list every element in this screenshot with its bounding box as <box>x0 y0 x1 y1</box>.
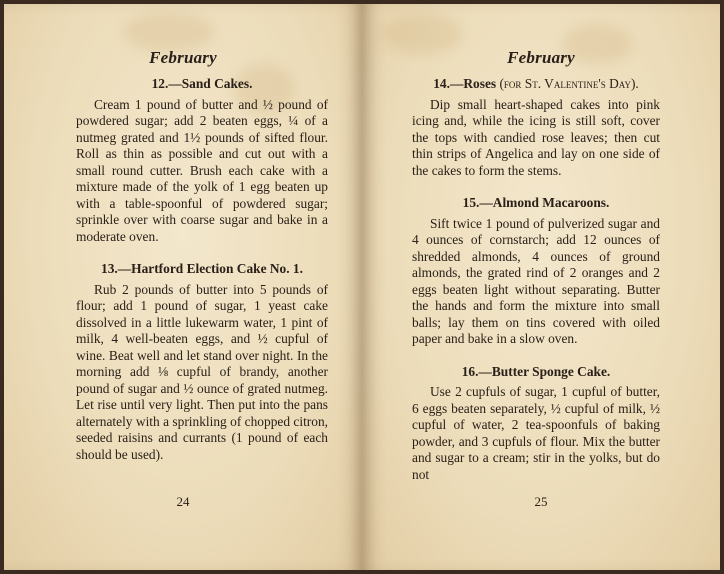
recipe-title: 14.—Roses (for St. Valentine's Day). <box>433 76 639 91</box>
page-content <box>412 76 660 493</box>
recipe-text: Rub 2 pounds of butter into 5 pounds of flour; add 1 pound of sugar, 1 yeast cake dissolved in a little lukewarm water, 1 pint of milk, 4 well-beaten eggs, and ½ cupful of wine. Beat well and let stand over night. In the morning add ⅛ cupful of brandy, another pound of sugar and ½ ounce of grated nutmeg. Let rise until very light. Then put into the pans alternately with a sprinkling of chopped citron, seeded raisins and currants (1 pound of each should be used). <box>76 281 328 462</box>
page-number: 25 <box>534 494 548 509</box>
recipe-title: 16.—Butter Sponge Cake. <box>461 363 611 379</box>
recipe-text: Use 2 cupfuls of sugar, 1 cupful of butter, 6 eggs beaten separately, ½ cupful of milk, ½ cupful of water, 2 tea-spoonfuls of baking powder, and 3 cupfuls of flour. Mix the butter and sugar to a cream; stir in the yolks, but do not <box>412 384 660 482</box>
recipe-text: Sift twice 1 pound of pulverized sugar and 4 ounces of cornstarch; add 12 ounces of shredded almonds, 4 ounces of ground almonds, the grated rind of 2 oranges and 2 eggs beaten light without separating. Butter the hands and form the mixture into small balls; lay them on tins covered with oiled paper and bake in a slow oven. <box>412 215 660 346</box>
recipe-text: Cream 1 pound of butter and ½ pound of powdered sugar; add 2 beaten eggs, ¼ of a nutmeg grated and 1½ pounds of sifted flour. Roll as thin as possible and cut out with a small round cutter. Brush each cake with a mixture made of the yolk of 1 egg beaten up with a table-spoonful of powdered sugar; sprinkle over with coarse sugar and bake in a moderate oven. <box>76 96 328 244</box>
recipe-text: Dip small heart-shaped cakes into pink icing and, while the icing is still soft, cover the tops with candied rose leaves; then cut thin strips of Angelica and lay on one side of the cakes to form the stems. <box>412 96 660 178</box>
recipe <box>412 195 660 348</box>
recipe-title: 12.—Sand Cakes. <box>151 76 253 91</box>
page-content <box>76 76 328 473</box>
page-number: 24 <box>176 494 190 509</box>
right-page <box>362 4 720 570</box>
recipe <box>412 364 660 484</box>
page-header: February <box>149 48 217 67</box>
recipe <box>76 261 328 463</box>
page-header: February <box>507 48 575 67</box>
recipe <box>76 76 328 245</box>
recipe-title: 15.—Almond Macaroons. <box>462 195 610 210</box>
left-page <box>4 4 362 570</box>
recipe-title: 13.—Hartford Election Cake No. 1. <box>101 261 303 276</box>
recipe <box>412 76 660 179</box>
